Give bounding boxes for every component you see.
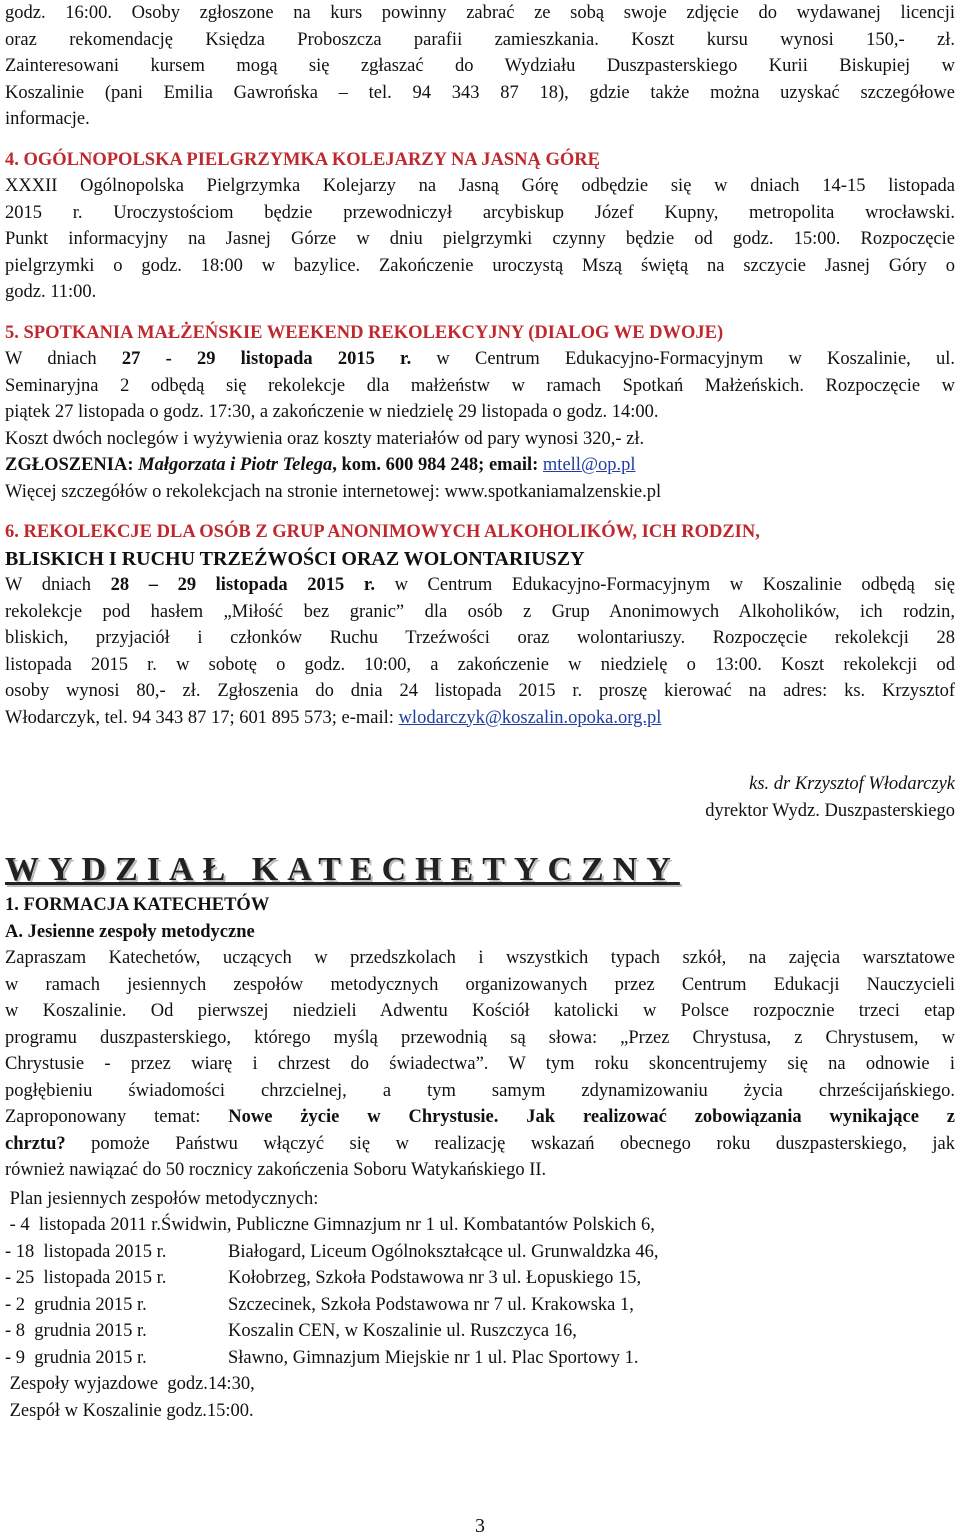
text-line: oraz rekomendację Księdza Proboszcza parafii zamieszkania. Koszt kursu wynosi 150,- zł.: [5, 29, 955, 50]
signature: [5, 771, 955, 824]
section-5: [5, 320, 955, 506]
text-line: Punkt informacyjny na Jasnej Górze w dniu pielgrzymki czynny będzie od godz. 15:00. Rozpoczęcie: [5, 229, 955, 249]
schedule-place: Szczecinek, Szkoła Podstawowa nr 7 ul. Krakowska 1,: [228, 1294, 634, 1315]
text-line: W dniach 28 – 29 listopada 2015 r. w Centrum Edukacyjno-Formacyjnym w Koszalinie odbędą się: [5, 575, 955, 595]
section-title-line-2: BLISKICH I RUCHU TRZEŹWOŚCI ORAZ WOLONTARIUSZY: [5, 547, 585, 570]
schedule-place: Koszalin CEN, w Koszalinie ul. Ruszczyca 16,: [228, 1321, 577, 1341]
text-line: chrztu? pomoże Państwu włączyć się w realizację wskazań obecnego roku duszpasterskiego, jak: [5, 1133, 955, 1154]
text-line: Koszalinie (pani Emilia Gawrońska – tel. 94 343 87 18), gdzie także można uzyskać szczegółowe: [5, 82, 955, 103]
text-line: rekolekcje pod hasłem „Miłość bez granic” dla osób z Grup Anonimowych Alkoholików, ich rodzin,: [5, 601, 955, 622]
section-4: [5, 147, 955, 306]
text-line: Seminaryjna 2 odbędą się rekolekcje dla małżeństw w ramach Spotkań Małżeńskich. Rozpoczęcie w: [5, 375, 955, 396]
signature-name: ks. dr Krzysztof Włodarczyk: [749, 774, 955, 794]
department-heading: WYDZIAŁ KATECHETYCZNY: [5, 851, 680, 888]
schedule-date: - 4 listopada 2011 r.: [5, 1215, 162, 1235]
signature-role: dyrektor Wydz. Duszpasterskiego: [705, 800, 955, 821]
page-number: 3: [475, 1515, 485, 1537]
text-line: informacje.: [5, 109, 90, 129]
text-line: bliskich, przyjaciół i członków Ruchu Trzeźwości oraz wolontariuszy. Rozpoczęcie rekolekcji 28: [5, 628, 955, 648]
text-line: również nawiązać do 50 rocznicy zakończenia Soboru Watykańskiego II.: [5, 1160, 547, 1180]
katecheza-section: [5, 892, 955, 1184]
section-title: 6. REKOLEKCJE DLA OSÓB Z GRUP ANONIMOWYCH ALKOHOLIKÓW, ICH RODZIN,: [5, 522, 760, 542]
schedule-heading: Plan jesiennych zespołów metodycznych:: [5, 1188, 319, 1209]
text-line: Więcej szczegółów o rekolekcjach na stronie internetowej: www.spotkaniamalzenskie.pl: [5, 481, 662, 502]
schedule-date: - 8 grudnia 2015 r.: [5, 1321, 147, 1341]
section-title: 4. OGÓLNOPOLSKA PIELGRZYMKA KOLEJARZY NA JASNĄ GÓRĘ: [5, 149, 600, 170]
document-page: [5, 0, 955, 1424]
text-line: ZGŁOSZENIA: Małgorzata i Piotr Telega, kom. 600 984 248; email: mtell@op.pl: [5, 455, 636, 475]
schedule-row: [5, 1318, 955, 1345]
schedule-date: - 25 listopada 2015 r.: [5, 1268, 167, 1288]
schedule-row: [5, 1345, 955, 1372]
text-line: piątek 27 listopada o godz. 17:30, a zakończenie w niedzielę 29 listopada o godz. 14:00.: [5, 402, 659, 422]
text-line: XXXII Ogólnopolska Pielgrzymka Kolejarzy na Jasną Górę odbędzie się w dniach 14-15 listopada: [5, 176, 955, 196]
schedule-row: [5, 1212, 955, 1239]
schedule-date: - 18 listopada 2015 r.: [5, 1241, 167, 1262]
schedule-row: [5, 1239, 955, 1266]
text-line: pogłębieniu świadomości chrzcielnej, a tym samym zdynamizowaniu życia chrześcijańskiego.: [5, 1080, 955, 1101]
text-line: Włodarczyk, tel. 94 343 87 17; 601 895 573; e-mail: wlodarczyk@koszalin.opoka.org.pl: [5, 707, 662, 728]
schedule: [5, 1186, 955, 1425]
schedule-place: Świdwin, Publiczne Gimnazjum nr 1 ul. Kombatantów Polskich 6,: [161, 1215, 655, 1235]
text-line: Zapraszam Katechetów, uczących w przedszkolach i wszystkich typach szkół, na zajęcia warsztatowe: [5, 948, 955, 968]
section-title: 5. SPOTKANIA MAŁŻEŃSKIE WEEKEND REKOLEKCYJNY (DIALOG WE DWOJE): [5, 322, 724, 343]
schedule-rows: [5, 1212, 955, 1371]
text-line: W dniach 27 - 29 listopada 2015 r. w Centrum Edukacyjno-Formacyjnym w Koszalinie, ul.: [5, 349, 956, 369]
section-title: 1. FORMACJA KATECHETÓW: [5, 895, 270, 915]
section-6: [5, 519, 955, 731]
subsection-title: A. Jesienne zespoły metodyczne: [5, 921, 255, 942]
schedule-note: Zespół w Koszalinie godz.15:00.: [5, 1400, 254, 1421]
schedule-date: - 9 grudnia 2015 r.: [5, 1347, 147, 1368]
text-line: osoby wynosi 80,- zł. Zgłoszenia do dnia 24 listopada 2015 r. proszę kierować na adres: ks. Krzysztof: [5, 681, 955, 701]
text-line: Zaproponowany temat: Nowe życie w Chrystusie. Jak realizować zobowiązania wynikające z: [5, 1107, 956, 1127]
text-line: Zainteresowani kursem mogą się zgłaszać do Wydziału Duszpasterskiego Kurii Biskupiej w: [5, 56, 955, 76]
text-line: Koszt dwóch noclegów i wyżywienia oraz koszty materiałów od pary wynosi 320,- zł.: [5, 428, 645, 449]
text-line: listopada 2015 r. w sobotę o godz. 10:00, a zakończenie w niedzielę o 13:00. Koszt rekolekcji od: [5, 654, 955, 675]
schedule-row: [5, 1292, 955, 1319]
text-line: w ramach jesiennych zespołów metodycznych organizowanych przez Centrum Edukacji Nauczycieli: [5, 974, 955, 995]
text-line: 2015 r. Uroczystościom będzie przewodniczył arcybiskup Józef Kupny, metropolita wrocławski.: [5, 202, 955, 223]
text-line: pielgrzymki o godz. 18:00 w bazylice. Zakończenie uroczystą Mszą świętą na szczycie Jasnej Góry o: [5, 255, 955, 276]
schedule-place: Kołobrzeg, Szkoła Podstawowa nr 3 ul. Łopuskiego 15,: [228, 1268, 642, 1288]
schedule-place: Sławno, Gimnazjum Miejskie nr 1 ul. Plac Sportowy 1.: [228, 1347, 639, 1368]
text-line: godz. 11:00.: [5, 282, 97, 302]
text-line: Chrystusie - przez wiarę i chrzest do świadectwa”. W tym roku skoncentrujemy się na odnowie i: [5, 1054, 955, 1074]
email-link[interactable]: mtell@op.pl: [542, 455, 636, 475]
text-line: godz. 16:00. Osoby zgłoszone na kurs powinny zabrać ze sobą swoje zdjęcie do wydawanej licencji: [5, 3, 955, 23]
text-line: programu duszpasterskiego, którego myślą przewodnią są słowa: „Przez Chrystusa, z Chrystusem, w: [5, 1027, 955, 1048]
schedule-place: Białogard, Liceum Ogólnokształcące ul. Grunwaldzka 46,: [228, 1241, 659, 1262]
schedule-row: [5, 1265, 955, 1292]
email-link[interactable]: wlodarczyk@koszalin.opoka.org.pl: [398, 707, 662, 728]
text-line: w Koszalinie. Od pierwszej niedzieli Adwentu Kościół katolicki w Polsce rozpocznie trzeci etap: [5, 1001, 955, 1021]
intro-paragraph: [5, 0, 955, 133]
schedule-note: Zespoły wyjazdowe godz.14:30,: [5, 1374, 255, 1394]
schedule-date: - 2 grudnia 2015 r.: [5, 1294, 147, 1315]
